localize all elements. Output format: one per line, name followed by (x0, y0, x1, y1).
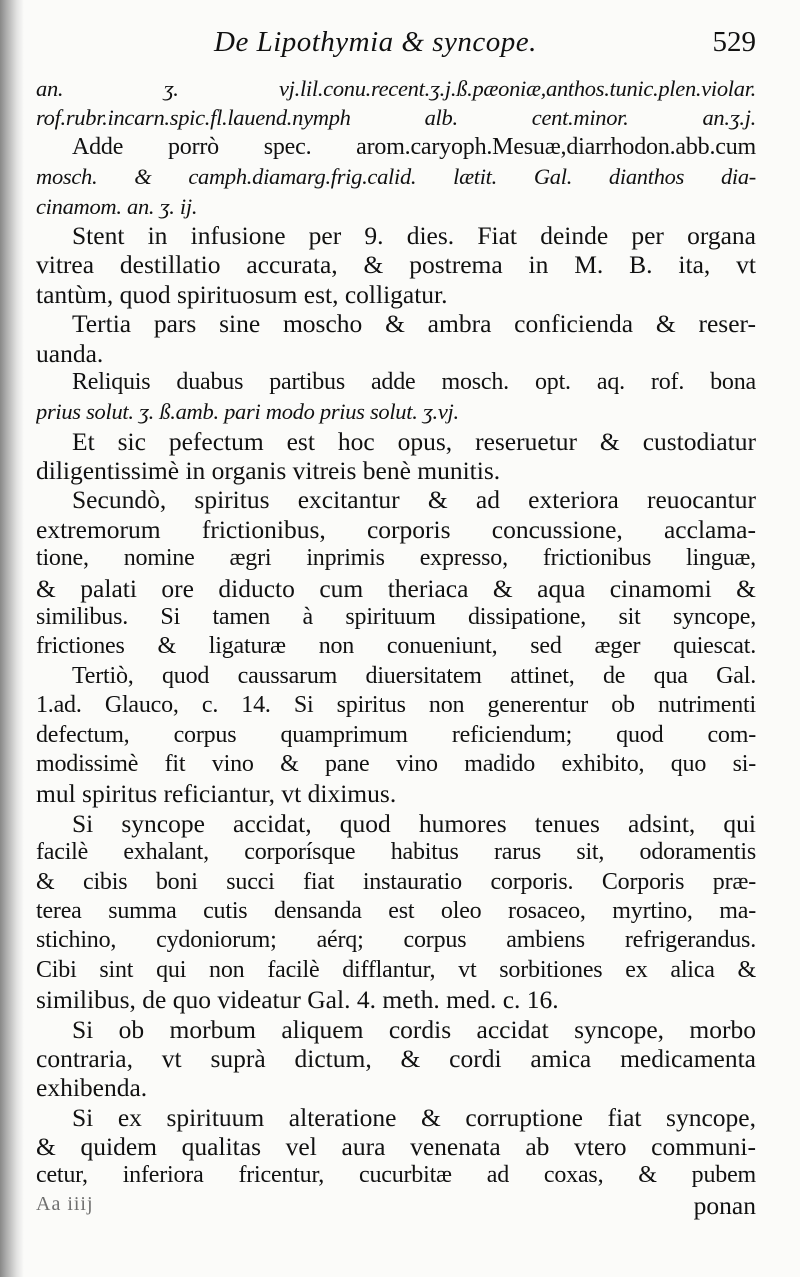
text-line: & palati ore diducto cum theriaca & aqua cinamomi & (36, 573, 756, 603)
signature-mark: Aa iiij (36, 1192, 94, 1215)
catchword: ponan (693, 1190, 756, 1220)
text-line: Adde porrò spec. arom.caryoph.Mesuæ,diarrhodon.abb.cum (72, 133, 756, 160)
text-line: Si ex spirituum alteratione & corruptione fiat syncope, (72, 1102, 756, 1132)
text-line: facilè exhalant, corporísque habitus rarus sit, odoramentis (36, 839, 756, 866)
text-line: rof.rubr.incarn.spic.fl.lauend.nymph alb. cent.minor. an.ʒ.j. (36, 105, 756, 131)
text-line: Tertiò, quod caussarum diuersitatem attinet, de qua Gal. (72, 662, 756, 689)
text-line: terea summa cutis densanda est oleo rosaceo, myrtino, ma- (36, 897, 756, 924)
text-line: mul spiritus reficiantur, vt diximus. (36, 779, 397, 809)
text-line: & cibis boni succi fiat instauratio corporis. Corporis præ- (36, 868, 756, 895)
text-line: Secundò, spiritus excitantur & ad exteriora reuocantur (72, 485, 756, 515)
text-line: mosch. & camph.diamarg.frig.calid. lætit. Gal. dianthos dia- (36, 164, 756, 190)
running-head: De Lipothymia & syncope. (214, 26, 537, 58)
text-line: 1.ad. Glauco, c. 14. Si spiritus non generentur ob nutrimenti (36, 692, 756, 719)
gutter-shadow (0, 0, 24, 1277)
text-line: & quidem qualitas vel aura venenata ab vtero communi- (36, 1132, 756, 1162)
text-line: cetur, inferiora fricentur, cucurbitæ ad coxas, & pubem (36, 1162, 756, 1189)
text-line: cinamom. an. ʒ. ij. (36, 193, 198, 219)
text-line: tione, nomine ægri inprimis expresso, frictionibus linguæ, (36, 545, 756, 572)
text-line: Si syncope accidat, quod humores tenues adsint, qui (72, 808, 756, 838)
text-line: stichino, cydoniorum; aérq; corpus ambiens refrigerandus. (36, 927, 756, 954)
text-line: an. ʒ. vj.lil.conu.recent.ʒ.j.ß.pæoniæ,anthos.tunic.plen.violar. (36, 76, 756, 101)
text-line: diligentissimè in organis vitreis benè munitis. (36, 456, 501, 486)
text-line: prius solut. ʒ. ß.amb. pari modo prius solut. ʒ.vj. (36, 399, 459, 425)
text-line: modissimè fit vino & pane vino madido exhibito, quo si- (36, 750, 756, 777)
text-line: Stent in infusione per 9. dies. Fiat deinde per organa (72, 220, 756, 250)
text-line: similibus, de quo videatur Gal. 4. meth. med. c. 16. (36, 985, 559, 1015)
text-line: Cibi sint qui non facilè difflantur, vt sorbitiones ex alica & (36, 956, 756, 983)
text-line: exhibenda. (36, 1073, 148, 1103)
page-number: 529 (712, 26, 756, 58)
text-line: similibus. Si tamen à spirituum dissipatione, sit syncope, (36, 604, 756, 631)
text-line: Tertia pars sine moscho & ambra conficienda & reser- (72, 309, 756, 339)
text-line: Et sic pefectum est hoc opus, reseruetur & custodiatur (72, 426, 756, 456)
text-line: Si ob morbum aliquem cordis accidat syncope, morbo (72, 1014, 756, 1044)
text-line: tantùm, quod spirituosum est, colligatur. (36, 279, 448, 309)
text-line: Reliquis duabus partibus adde mosch. opt. aq. rof. bona (72, 368, 756, 395)
body-text (36, 74, 756, 1191)
text-line: uanda. (36, 338, 104, 368)
text-line: frictiones & ligaturæ non conueniunt, sed æger quiescat. (36, 633, 756, 660)
page-header (36, 22, 756, 66)
text-line: defectum, corpus quamprimum reficiendum; quod com- (36, 721, 756, 748)
text-line: extremorum frictionibus, corporis concussione, acclama- (36, 514, 756, 544)
text-line: contraria, vt suprà dictum, & cordi amica medicamenta (36, 1043, 756, 1073)
page-footer (36, 1191, 756, 1223)
text-line: vitrea destillatio accurata, & postrema in M. B. ita, vt (36, 250, 756, 280)
